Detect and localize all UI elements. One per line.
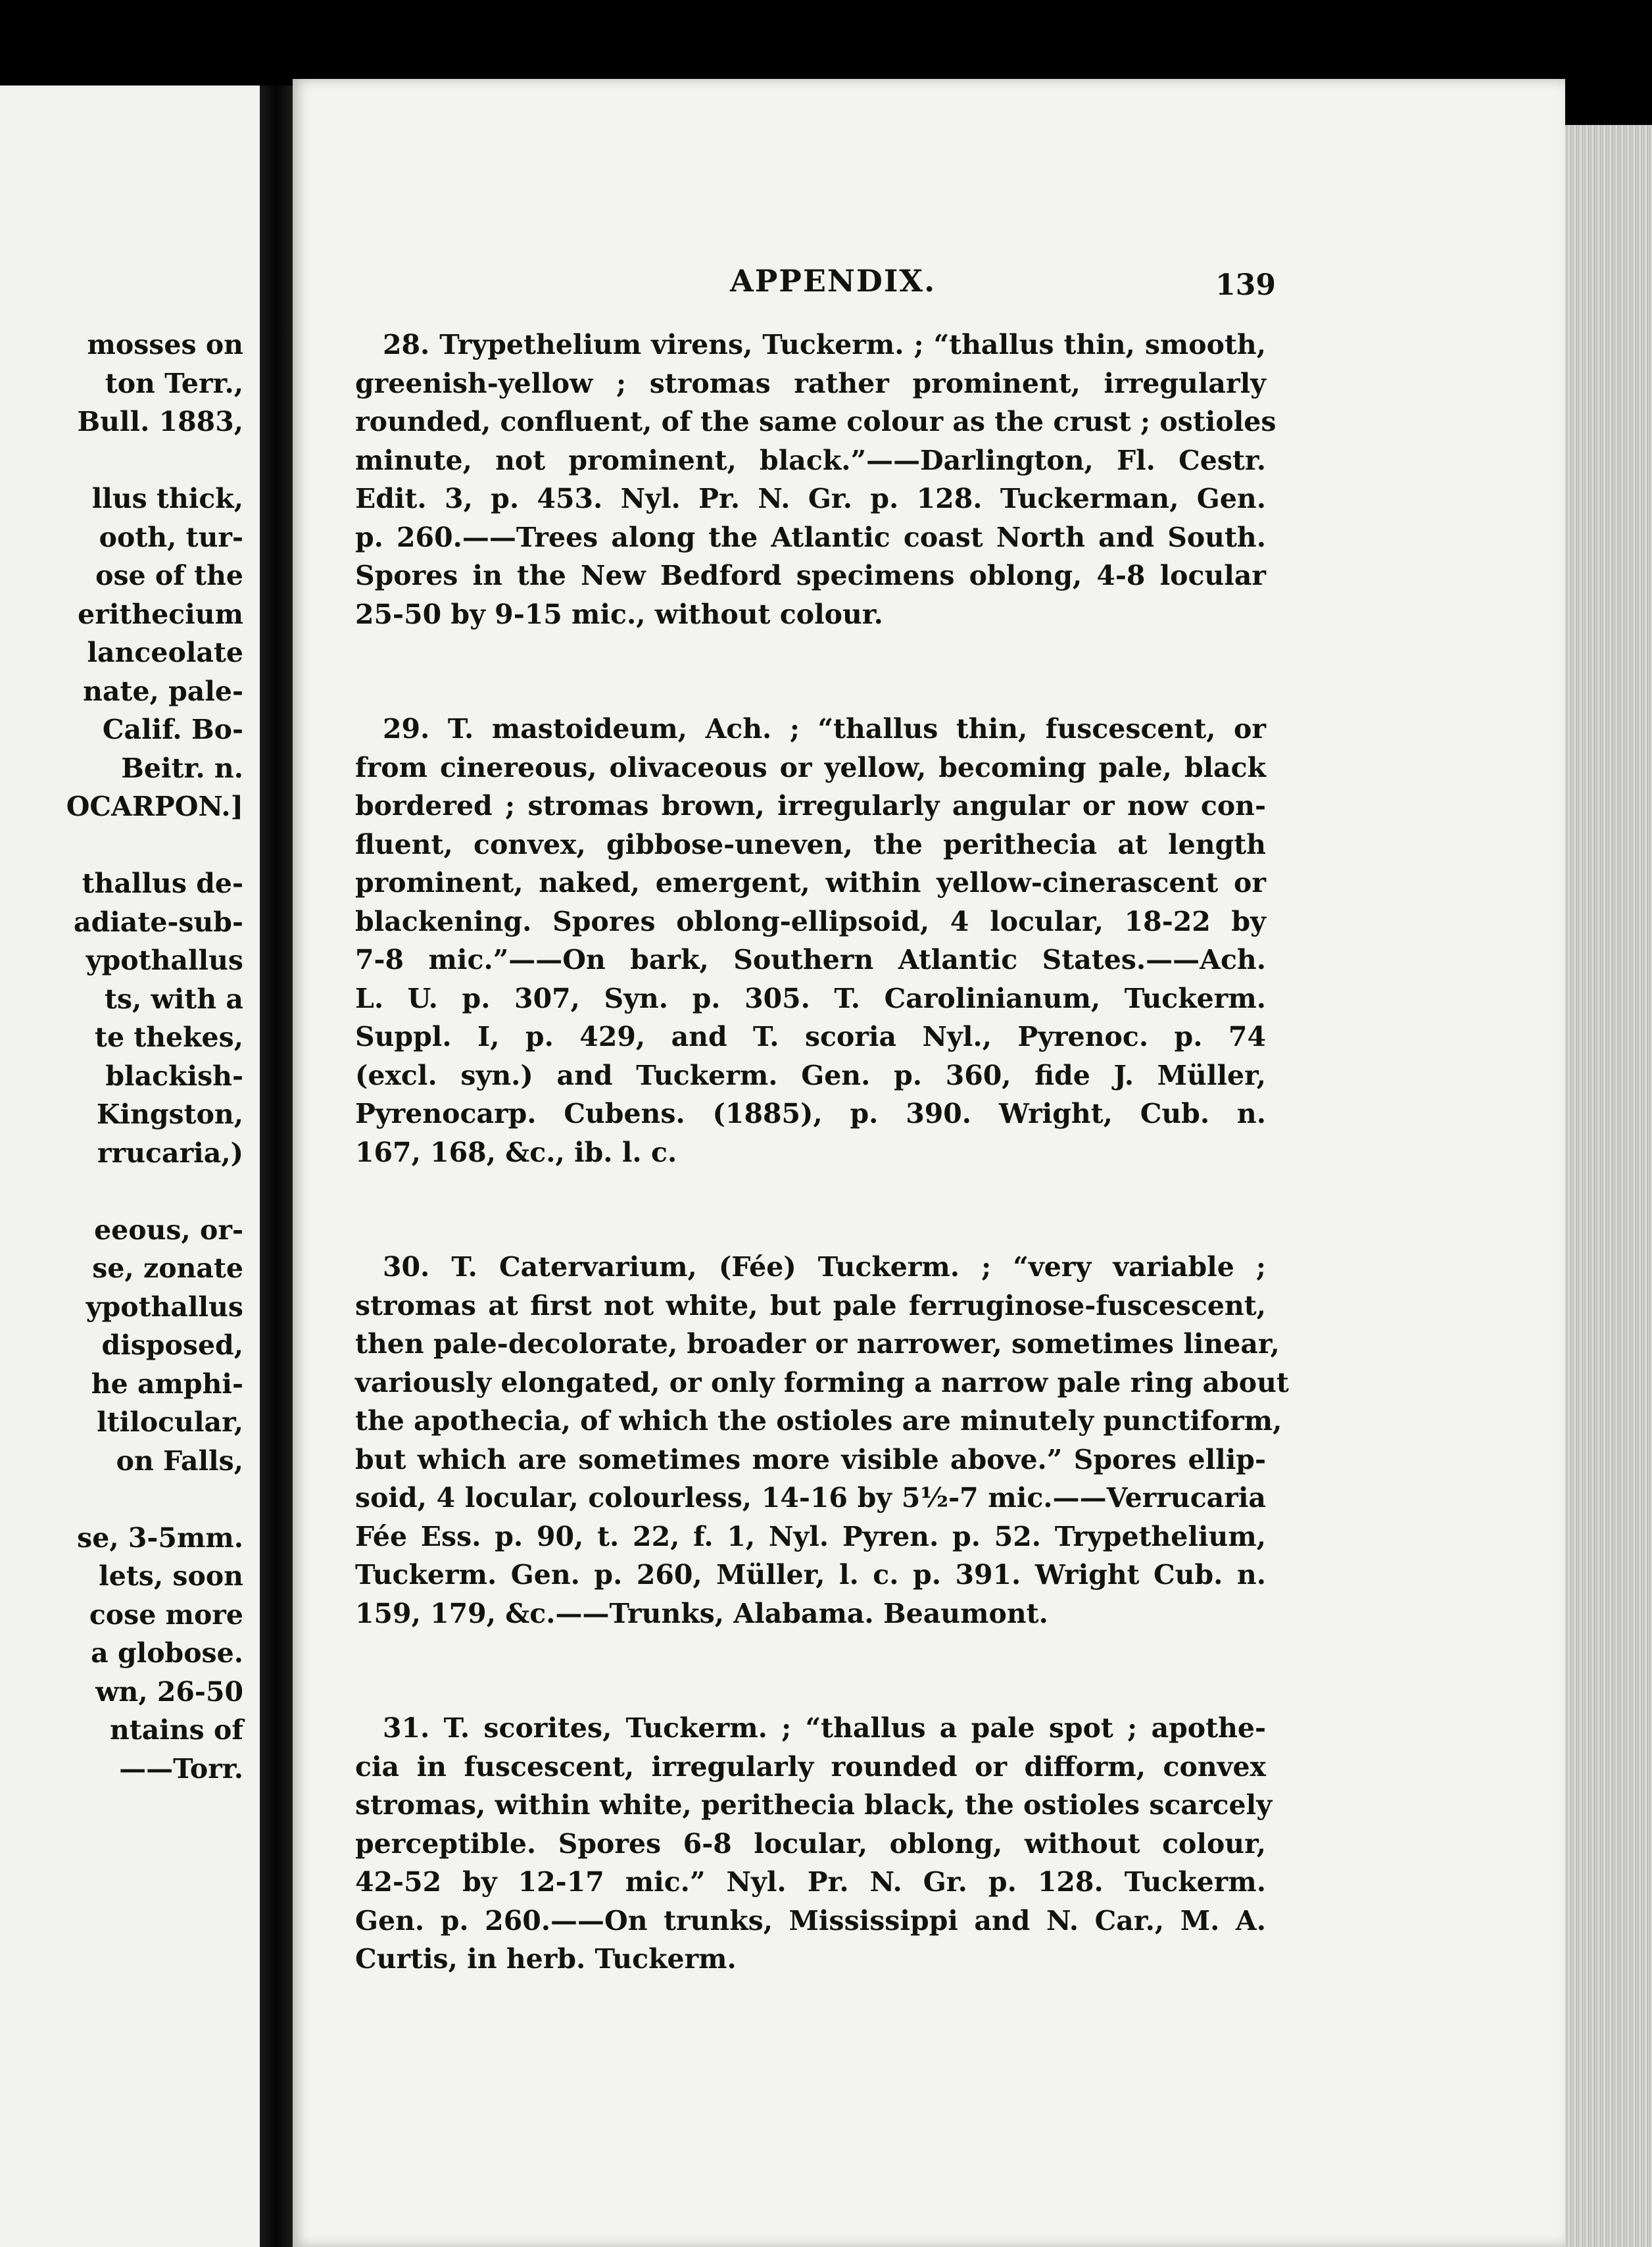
- entry-line: 42-52 by 12-17 mic.” Nyl. Pr. N. Gr. p. 128. Tuckerm.: [355, 1866, 1266, 1898]
- entry-line: Pyrenocarp. Cubens. (1885), p. 390. Wright, Cub. n.: [355, 1098, 1266, 1129]
- appendix-entry: [355, 1248, 1289, 1633]
- left-page-line: [0, 1480, 243, 1519]
- entry-line: Curtis, in herb. Tuckerm.: [355, 1943, 737, 1975]
- entry-line: (excl. syn.) and Tuckerm. Gen. p. 360, fide J. Müller,: [355, 1059, 1266, 1091]
- left-page-line: ts, with a: [104, 983, 243, 1015]
- left-page-line: se, zonate: [92, 1252, 243, 1284]
- left-page-line: ton Terr.,: [105, 367, 243, 399]
- left-page-line: ooth, tur-: [99, 521, 243, 553]
- left-page-line: disposed,: [101, 1329, 243, 1361]
- left-page-line: [0, 826, 243, 865]
- left-page-line: ose of the: [95, 560, 243, 591]
- book-gutter: [260, 86, 293, 2247]
- left-page-line: mosses on: [87, 329, 243, 360]
- entry-line: 25-50 by 9-15 mic., without colour.: [355, 598, 883, 630]
- running-title: APPENDIX.: [730, 263, 936, 299]
- entry-line: Fée Ess. p. 90, t. 22, f. 1, Nyl. Pyren. p. 52. Trypethelium,: [355, 1520, 1266, 1552]
- left-page-line: ypothallus: [85, 945, 243, 976]
- page-number: 139: [1215, 268, 1276, 302]
- entry-line: Suppl. I, p. 429, and T. scoria Nyl., Pyrenoc. p. 74: [355, 1021, 1266, 1052]
- entry-line: rounded, confluent, of the same colour as the crust ; ostioles: [355, 406, 1276, 437]
- left-page-line: blackish-: [105, 1060, 243, 1092]
- left-page-line: Kingston,: [96, 1099, 243, 1130]
- left-page-line: llus thick,: [91, 483, 243, 514]
- left-page-line: Calif. Bo-: [102, 714, 243, 745]
- left-page-line: a globose.: [91, 1637, 243, 1669]
- appendix-body: [355, 326, 1289, 2055]
- entry-line: perceptible. Spores 6-8 locular, oblong, without colour,: [355, 1827, 1266, 1860]
- entry-line: 30. T. Catervarium, (Fée) Tuckerm. ; “very variable ;: [383, 1251, 1266, 1283]
- entry-line: the apothecia, of which the ostioles are minutely punctiform,: [355, 1405, 1282, 1437]
- entry-line: prominent, naked, emergent, within yellow-cinerascent or: [355, 867, 1266, 899]
- entry-line: 29. T. mastoideum, Ach. ; “thallus thin, fuscescent, or: [383, 713, 1266, 745]
- entry-line: Edit. 3, p. 453. Nyl. Pr. N. Gr. p. 128. Tuckerman, Gen.: [355, 483, 1266, 514]
- entry-line: then pale-decolorate, broader or narrower, sometimes linear,: [355, 1328, 1280, 1360]
- left-page-line: he amphi-: [91, 1368, 243, 1400]
- entry-line: stromas, within white, perithecia black, the ostioles scarcely: [355, 1789, 1273, 1821]
- entry-line: minute, not prominent, black.”——Darlington, Fl. Cestr.: [355, 444, 1266, 476]
- left-page-line: on Falls,: [116, 1444, 243, 1477]
- left-page-line: cose more: [89, 1598, 243, 1631]
- left-page-line: ntains of: [109, 1714, 243, 1746]
- page-header: [378, 263, 1276, 303]
- entry-line: L. U. p. 307, Syn. p. 305. T. Carolinianum, Tuckerm.: [355, 982, 1266, 1014]
- left-page-line: adiate-sub-: [74, 906, 243, 938]
- left-page-line: lets, soon: [99, 1560, 243, 1592]
- entry-line: Gen. p. 260.——On trunks, Mississippi and N. Car., M. A.: [355, 1904, 1266, 1937]
- entry-line: Spores in the New Bedford specimens oblong, 4-8 locular: [355, 560, 1266, 591]
- entry-line: 7-8 mic.”——On bark, Southern Atlantic States.——Ach.: [355, 944, 1266, 975]
- entry-line: bordered ; stromas brown, irregularly angular or now con-: [355, 790, 1266, 822]
- appendix-entry: [355, 710, 1266, 1172]
- left-page-line: te thekes,: [95, 1022, 243, 1053]
- entry-line: 28. Trypethelium virens, Tuckerm. ; “thallus thin, smooth,: [383, 329, 1266, 360]
- entry-line: cia in fuscescent, irregularly rounded or difform, convex: [355, 1750, 1266, 1783]
- left-page-line: Bull. 1883,: [77, 406, 243, 437]
- left-page-line: ——Torr.: [119, 1752, 243, 1785]
- left-page-line: thallus de-: [82, 868, 243, 899]
- entry-line: soid, 4 locular, colourless, 14-16 by 5½-7 mic.——Verrucaria: [355, 1482, 1266, 1514]
- entry-line: Tuckerm. Gen. p. 260, Müller, l. c. p. 391. Wright Cub. n.: [355, 1559, 1266, 1591]
- entry-line: stromas at first not white, but pale ferruginose-fuscescent,: [355, 1289, 1266, 1321]
- left-page-line: [0, 441, 243, 480]
- left-page-line: [0, 1172, 243, 1211]
- left-page-line: Beitr. n.: [121, 752, 243, 784]
- left-page-line: rrucaria,): [97, 1137, 243, 1169]
- left-page-line: ypothallus: [85, 1291, 243, 1323]
- appendix-entry: [355, 1709, 1273, 1979]
- entry-line: 159, 179, &c.——Trunks, Alabama. Beaumont.: [355, 1597, 1048, 1629]
- entry-line: from cinereous, olivaceous or yellow, becoming pale, black: [355, 751, 1266, 783]
- entry-line: but which are sometimes more visible above.” Spores ellip-: [355, 1443, 1266, 1475]
- page-edges: [1565, 125, 1652, 2247]
- entry-line: 31. T. scorites, Tuckerm. ; “thallus a pale spot ; apothe-: [383, 1712, 1266, 1744]
- left-page-line: erithecium: [78, 598, 243, 630]
- left-page-line: wn, 26-50: [95, 1675, 243, 1708]
- left-page-line: lanceolate: [87, 637, 243, 668]
- left-page-line: ltilocular,: [97, 1406, 243, 1438]
- left-page-text-fragment: [0, 326, 243, 1788]
- appendix-entry: [355, 326, 1276, 633]
- left-page-line: OCARPON.]: [66, 791, 243, 822]
- left-page-line: eeous, or-: [94, 1214, 243, 1246]
- entry-line: greenish-yellow ; stromas rather prominent, irregularly: [355, 367, 1266, 399]
- left-page-line: nate, pale-: [83, 675, 243, 707]
- entry-line: p. 260.——Trees along the Atlantic coast North and South.: [355, 521, 1266, 553]
- entry-line: 167, 168, &c., ib. l. c.: [355, 1136, 677, 1168]
- entry-line: variously elongated, or only forming a narrow pale ring about: [355, 1366, 1289, 1398]
- entry-line: fluent, convex, gibbose-uneven, the perithecia at length: [355, 828, 1266, 860]
- entry-line: blackening. Spores oblong-ellipsoid, 4 locular, 18-22 by: [355, 905, 1266, 937]
- left-page-line: se, 3-5mm.: [77, 1521, 243, 1554]
